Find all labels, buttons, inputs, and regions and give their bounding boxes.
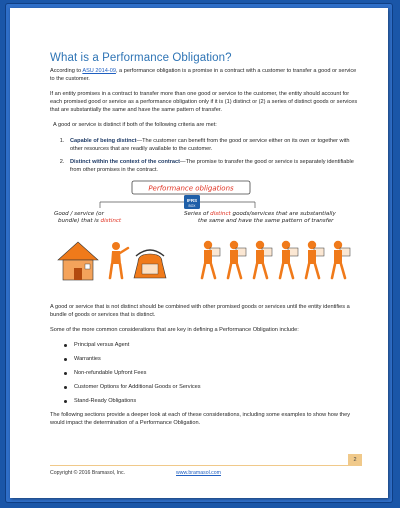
- phone-icon: [134, 250, 166, 278]
- page-title: What is a Performance Obligation?: [50, 52, 232, 64]
- ifrs-badge-sub: BOX: [188, 203, 196, 208]
- page-content: [50, 52, 360, 434]
- intro-paragraph: According to ASU 2014-09, a performance obligation is a promise in a contract with a customer to transfer a good or service to the customer.: [50, 68, 357, 83]
- list-item: Warranties: [74, 355, 360, 363]
- right-caption-line2: the same and have the same pattern of transfer: [198, 217, 334, 224]
- criteria-list: [50, 137, 360, 174]
- criteria-item: 2. Distinct within the context of the contract—The promise to transfer the good or service is separately identifiable from other promises in the contract.: [66, 158, 360, 174]
- asu-link[interactable]: ASU 2014-09: [82, 68, 116, 74]
- left-caption-line1: Good / service (or: [54, 210, 104, 217]
- series-figures: [202, 241, 350, 278]
- person-carrying-box-icon: [306, 241, 324, 278]
- footer-copyright: Copyright © 2016 Bramasol, Inc.: [50, 470, 126, 476]
- banner-text: Performance obligations: [148, 184, 234, 193]
- right-caption-line1: Series of distinct goods/services that are substantially: [184, 210, 336, 217]
- left-caption-line2: bundle) that is distinct: [58, 217, 122, 224]
- person-carrying-box-icon: [280, 241, 298, 278]
- ifrs-badge-text: IFRS: [186, 197, 198, 203]
- person-figure-icon: [110, 242, 128, 278]
- following-sections-paragraph: The following sections provide a deeper look at each of these considerations, including some examples to show how they would impact the determination of a Performance Obligation.: [50, 412, 351, 427]
- not-distinct-paragraph: A good or service that is not distinct should be combined with other promised goods or services until the entity identifies a bundle of goods or services that is distinct.: [50, 303, 350, 319]
- document-page: [10, 8, 388, 498]
- criteria-intro: A good or service is distinct if both of the following criteria are met:: [53, 122, 217, 129]
- list-item: Stand-Ready Obligations: [74, 397, 360, 405]
- performance-obligations-illustration: [50, 180, 360, 295]
- list-item: Customer Options for Additional Goods or Services: [74, 383, 360, 391]
- person-carrying-box-icon: [254, 241, 272, 278]
- footer-website-link[interactable]: www.bramasol.com: [176, 470, 221, 476]
- person-carrying-box-icon: [228, 241, 246, 278]
- list-item: Non-refundable Upfront Fees: [74, 369, 360, 377]
- house-icon: [58, 242, 98, 280]
- page-number: 2: [348, 454, 362, 466]
- page-footer: [50, 457, 362, 480]
- multiple-goods-paragraph: If an entity promises in a contract to transfer more than one good or service to the customer, the entity should account for each promised good or service as a performance obligation only if it is (1) distinct or (2) a series of distinct goods or services that are substantially the same and have the same pattern of transfer.: [50, 91, 358, 114]
- person-carrying-box-icon: [332, 241, 350, 278]
- considerations-list: [50, 341, 360, 405]
- person-carrying-box-icon: [202, 241, 220, 278]
- considerations-intro: Some of the more common considerations that are key in defining a Performance Obligation include:: [50, 327, 299, 334]
- criteria-item: 1. Capable of being distinct—The customer can benefit from the good or service either on its own or together with other resources that are readily available to the customer.: [66, 137, 360, 153]
- illustration-svg: [50, 180, 360, 295]
- list-item: Principal versus Agent: [74, 341, 360, 349]
